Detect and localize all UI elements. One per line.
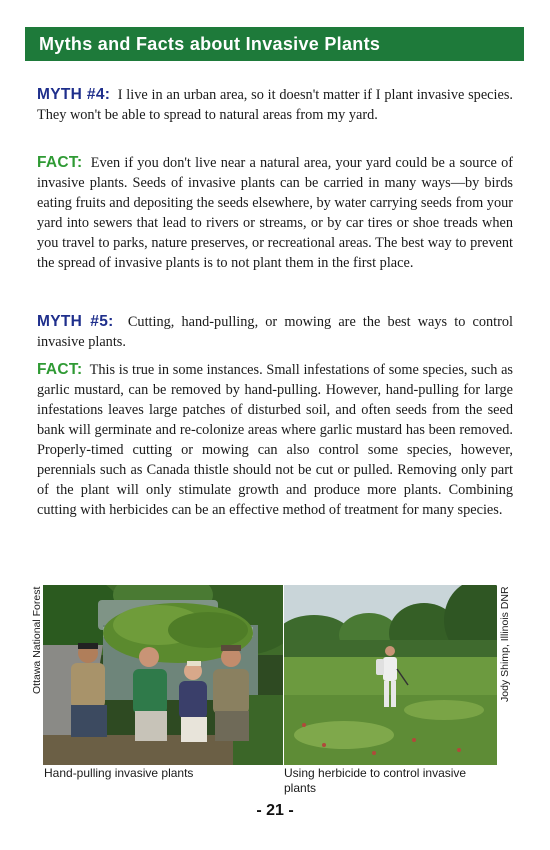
right-photo-credit: Jody Shimp, Illinois DNR (499, 586, 511, 702)
fact-5-text: This is true in some instances. Small infestations of some species, such as garlic mustard, can be removed by hand-pulling. However, hand-pulling for large infestations leaves large patches of disturbed soil, and often seeds from the seed bank will germinate and re-colonize areas where garlic mustard has been removed. Properly-timed cutting or mowing can also control some species, however, perennials such as Canada thistle should not be cut or pulled. Removing only part of the plant will only stimulate growth and produce more plants. Combining cutting with herbicides can be an effective method of treatment for many species. (37, 362, 513, 518)
hand-pulling-photo (43, 585, 283, 765)
fact-5-paragraph (37, 360, 513, 520)
fact-4-text: Even if you don't live near a natural area, your yard could be a source of invasive plants. Seeds of invasive plants can be carried in many ways—by birds eating fruits and depositing the seeds elsewhere, by water carrying seeds from your yard into sewers that lead to rivers or streams, or by car tires or shoe treads when you travel to parks, nature preserves, or recreational areas. The best way to prevent the spread of invasive plants is to not plant them in the first place. (37, 155, 514, 271)
fact-4-label: FACT: (37, 154, 83, 171)
herbicide-photo (284, 585, 497, 765)
fact-5-label: FACT: (37, 361, 83, 378)
myth-5-text: Cutting, hand-pulling, or mowing are the best ways to control invasive plants. (37, 314, 513, 350)
left-photo-caption: Hand-pulling invasive plants (44, 766, 194, 780)
left-photo-credit: Ottawa National Forest (31, 586, 43, 694)
page-number: - 21 - (256, 802, 294, 819)
page-title: Myths and Facts about Invasive Plants (39, 33, 381, 54)
fact-4-paragraph (37, 153, 513, 273)
myth-4-label: MYTH #4: (37, 86, 111, 103)
myth-5-label: MYTH #5: (37, 313, 114, 330)
myth-4-text: I live in an urban area, so it doesn't matter if I plant invasive species. They won't be able to spread to natural areas from my yard. (37, 87, 513, 123)
page-header (25, 27, 524, 61)
right-photo-caption: Using herbicide to control invasive plants (284, 766, 467, 795)
myth-5-paragraph (37, 312, 513, 352)
myth-4-paragraph (37, 85, 513, 125)
